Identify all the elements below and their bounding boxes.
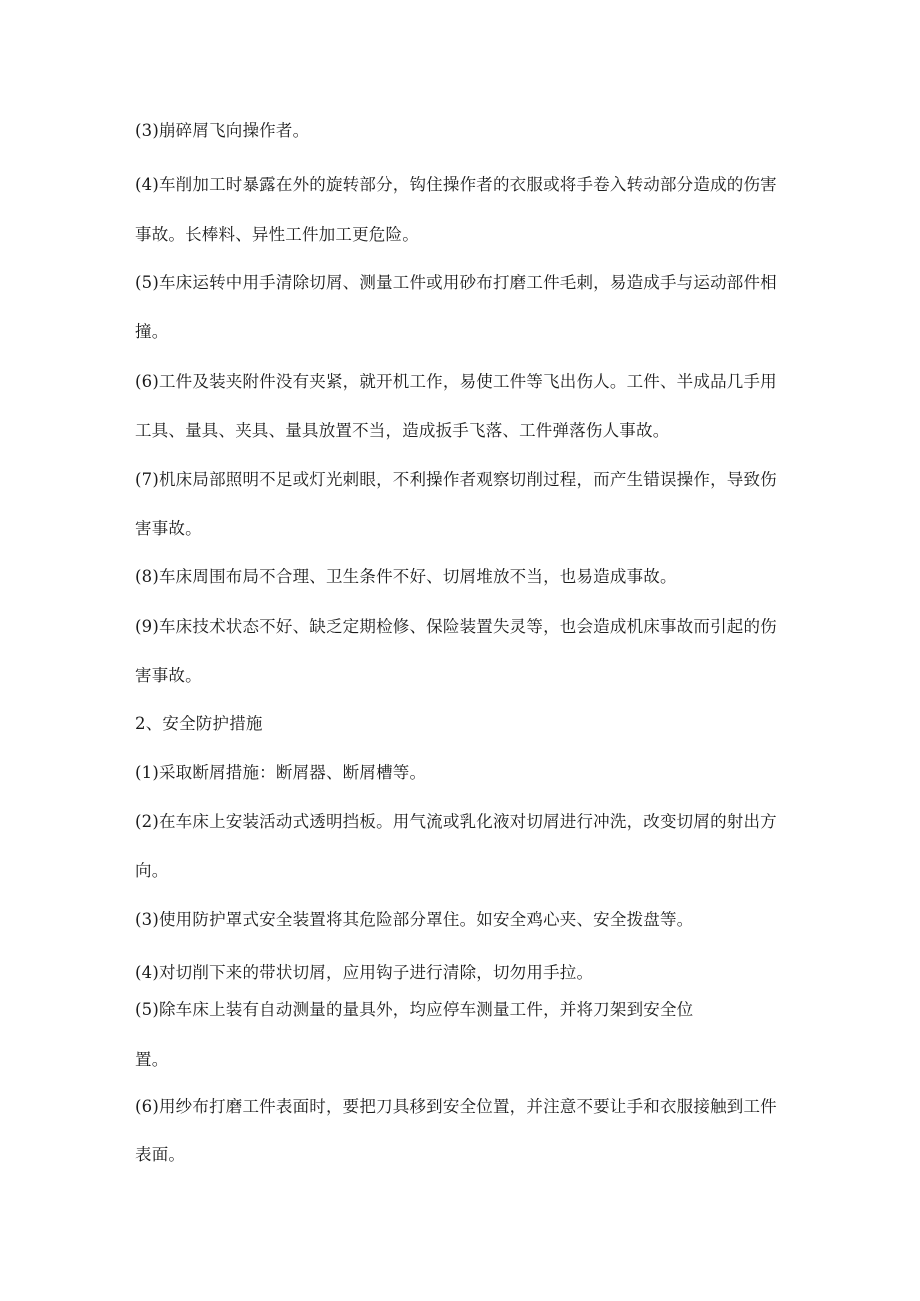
- text-line: (1)采取断屑措施：断屑器、断屑槽等。: [135, 763, 427, 782]
- text-line: 工具、量具、夹具、量具放置不当，造成扳手飞落、工件弹落伤人事故。: [135, 421, 670, 440]
- text-line: (5)除车床上装有自动测量的量具外，均应停车测量工件，并将刀架到安全位: [135, 1000, 694, 1019]
- text-line: (2)在车床上安装活动式透明挡板。用气流或乳化液对切屑进行冲洗，改变切屑的射出方: [135, 812, 777, 831]
- text-line: (4)对切削下来的带状切屑，应用钩子进行清除，切勿用手拉。: [135, 963, 594, 982]
- text-line: 表面。: [135, 1145, 186, 1164]
- text-line: (8)车床周围布局不合理、卫生条件不好、切屑堆放不当，也易造成事故。: [135, 567, 677, 586]
- text-line: 向。: [135, 861, 169, 880]
- text-line: (3)使用防护罩式安全装置将其危险部分罩住。如安全鸡心夹、安全拨盘等。: [135, 910, 694, 929]
- text-line: (4)车削加工时暴露在外的旋转部分，钩住操作者的衣服或将手卷入转动部分造成的伤害: [135, 175, 777, 194]
- section-heading: 2、安全防护措施: [135, 714, 263, 733]
- text-line: 害事故。: [135, 519, 202, 538]
- text-line: 撞。: [135, 322, 169, 341]
- text-line: 害事故。: [135, 666, 202, 685]
- text-line: 置。: [135, 1050, 169, 1069]
- text-line: (6)用纱布打磨工件表面时，要把刀具移到安全位置，并注意不要让手和衣服接触到工件: [135, 1097, 777, 1116]
- text-line: (9)车床技术状态不好、缺乏定期检修、保险装置失灵等，也会造成机床事故而引起的伤: [135, 617, 777, 636]
- text-line: (6)工件及装夹附件没有夹紧，就开机工作，易使工件等飞出伤人。工件、半成品几手用: [135, 372, 777, 391]
- text-line: (5)车床运转中用手清除切屑、测量工件或用砂布打磨工件毛刺，易造成手与运动部件相: [135, 273, 777, 292]
- text-line: (3)崩碎屑飞向操作者。: [135, 121, 310, 140]
- text-line: 事故。长棒料、异性工件加工更危险。: [135, 225, 419, 244]
- text-line: (7)机床局部照明不足或灯光刺眼，不利操作者观察切削过程，而产生错误操作，导致伤: [135, 470, 777, 489]
